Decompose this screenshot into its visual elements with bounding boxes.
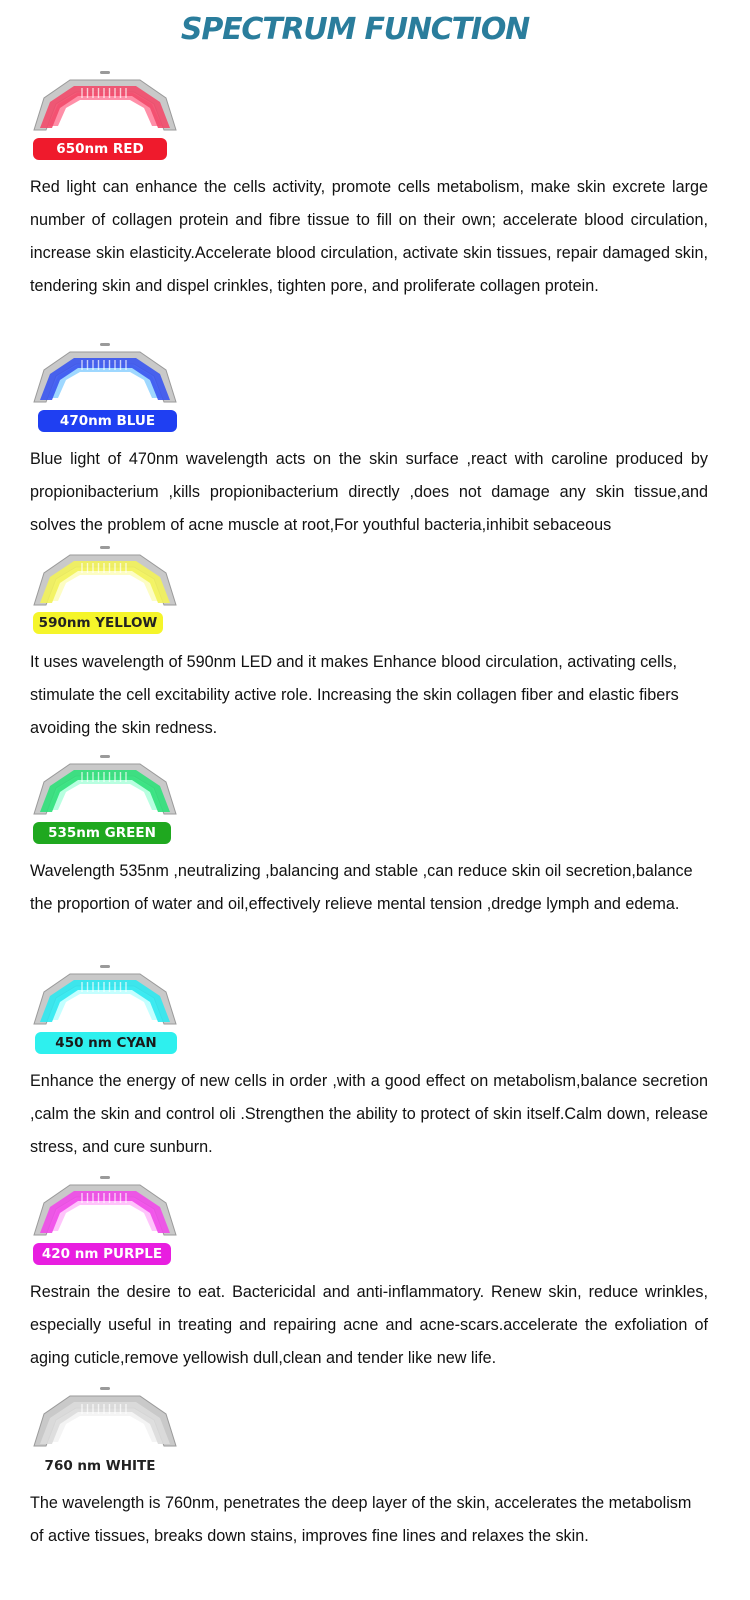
badge-red: 650nm RED [33,138,167,160]
section-green [30,752,710,913]
white-light-device-image [30,1384,180,1472]
badge-blue: 470nm BLUE [38,410,177,432]
description-blue: Blue light of 470nm wavelength acts on the skin surface ,react with caroline produced by propionibacterium ,kills propionibacterium directly ,does not damage any skin tissue,and solves the problem of acne muscle at root,For youthful bacteria,inhibit sebaceous [30,450,708,534]
badge-yellow: 590nm YELLOW [33,612,163,634]
section-cyan [30,962,710,1156]
purple-light-device-image [30,1173,180,1261]
description-purple: Restrain the desire to eat. Bactericidal and anti-inflammatory. Renew skin, reduce wrinkles, especially useful in treating and repairing acne and acne-scars.accelerate the exfoliation of aging cuticle,remove yellowish dull,clean and tender like new life. [30,1283,708,1367]
description-green: Wavelength 535nm ,neutralizing ,balancing and stable ,can reduce skin oil secretion,balance the proportion of water and oil,effectively relieve mental tension ,dredge lymph and edema. [30,862,693,913]
section-blue [30,340,710,534]
section-yellow [30,543,710,737]
cyan-light-device-image [30,962,180,1050]
yellow-light-device-image [30,543,180,631]
description-white: The wavelength is 760nm, penetrates the deep layer of the skin, accelerates the metabolism of active tissues, breaks down stains, improves fine lines and relaxes the skin. [30,1494,692,1545]
badge-purple: 420 nm PURPLE [33,1243,171,1265]
description-red: Red light can enhance the cells activity, promote cells metabolism, make skin excrete large number of collagen protein and fibre tissue to fill on their own; accelerate blood circulation, increase skin elasticity.Accelerate blood circulation, activate skin tissues, repair damaged skin, tendering skin and dispel crinkles, tighten pore, and proliferate collagen protein. [30,178,708,295]
blue-light-device-image [30,340,180,428]
description-cyan: Enhance the energy of new cells in order ,with a good effect on metabolism,balance secretion ,calm the skin and control oli .Strengthen the ability to protect of skin itself.Calm down, release stress, and cure sunburn. [30,1072,708,1156]
green-light-device-image [30,752,180,840]
section-white [30,1384,710,1545]
badge-cyan: 450 nm CYAN [35,1032,177,1054]
page-title: SPECTRUM FUNCTION [180,12,530,47]
description-yellow: It uses wavelength of 590nm LED and it makes Enhance blood circulation, activating cells, stimulate the cell excitability active role. Increasing the skin collagen fiber and elastic fibers avoiding the skin redness. [30,653,679,737]
red-light-device-image [30,68,180,156]
badge-green: 535nm GREEN [33,822,171,844]
section-purple [30,1173,710,1367]
badge-white: 760 nm WHITE [40,1455,160,1477]
section-red [30,68,710,295]
